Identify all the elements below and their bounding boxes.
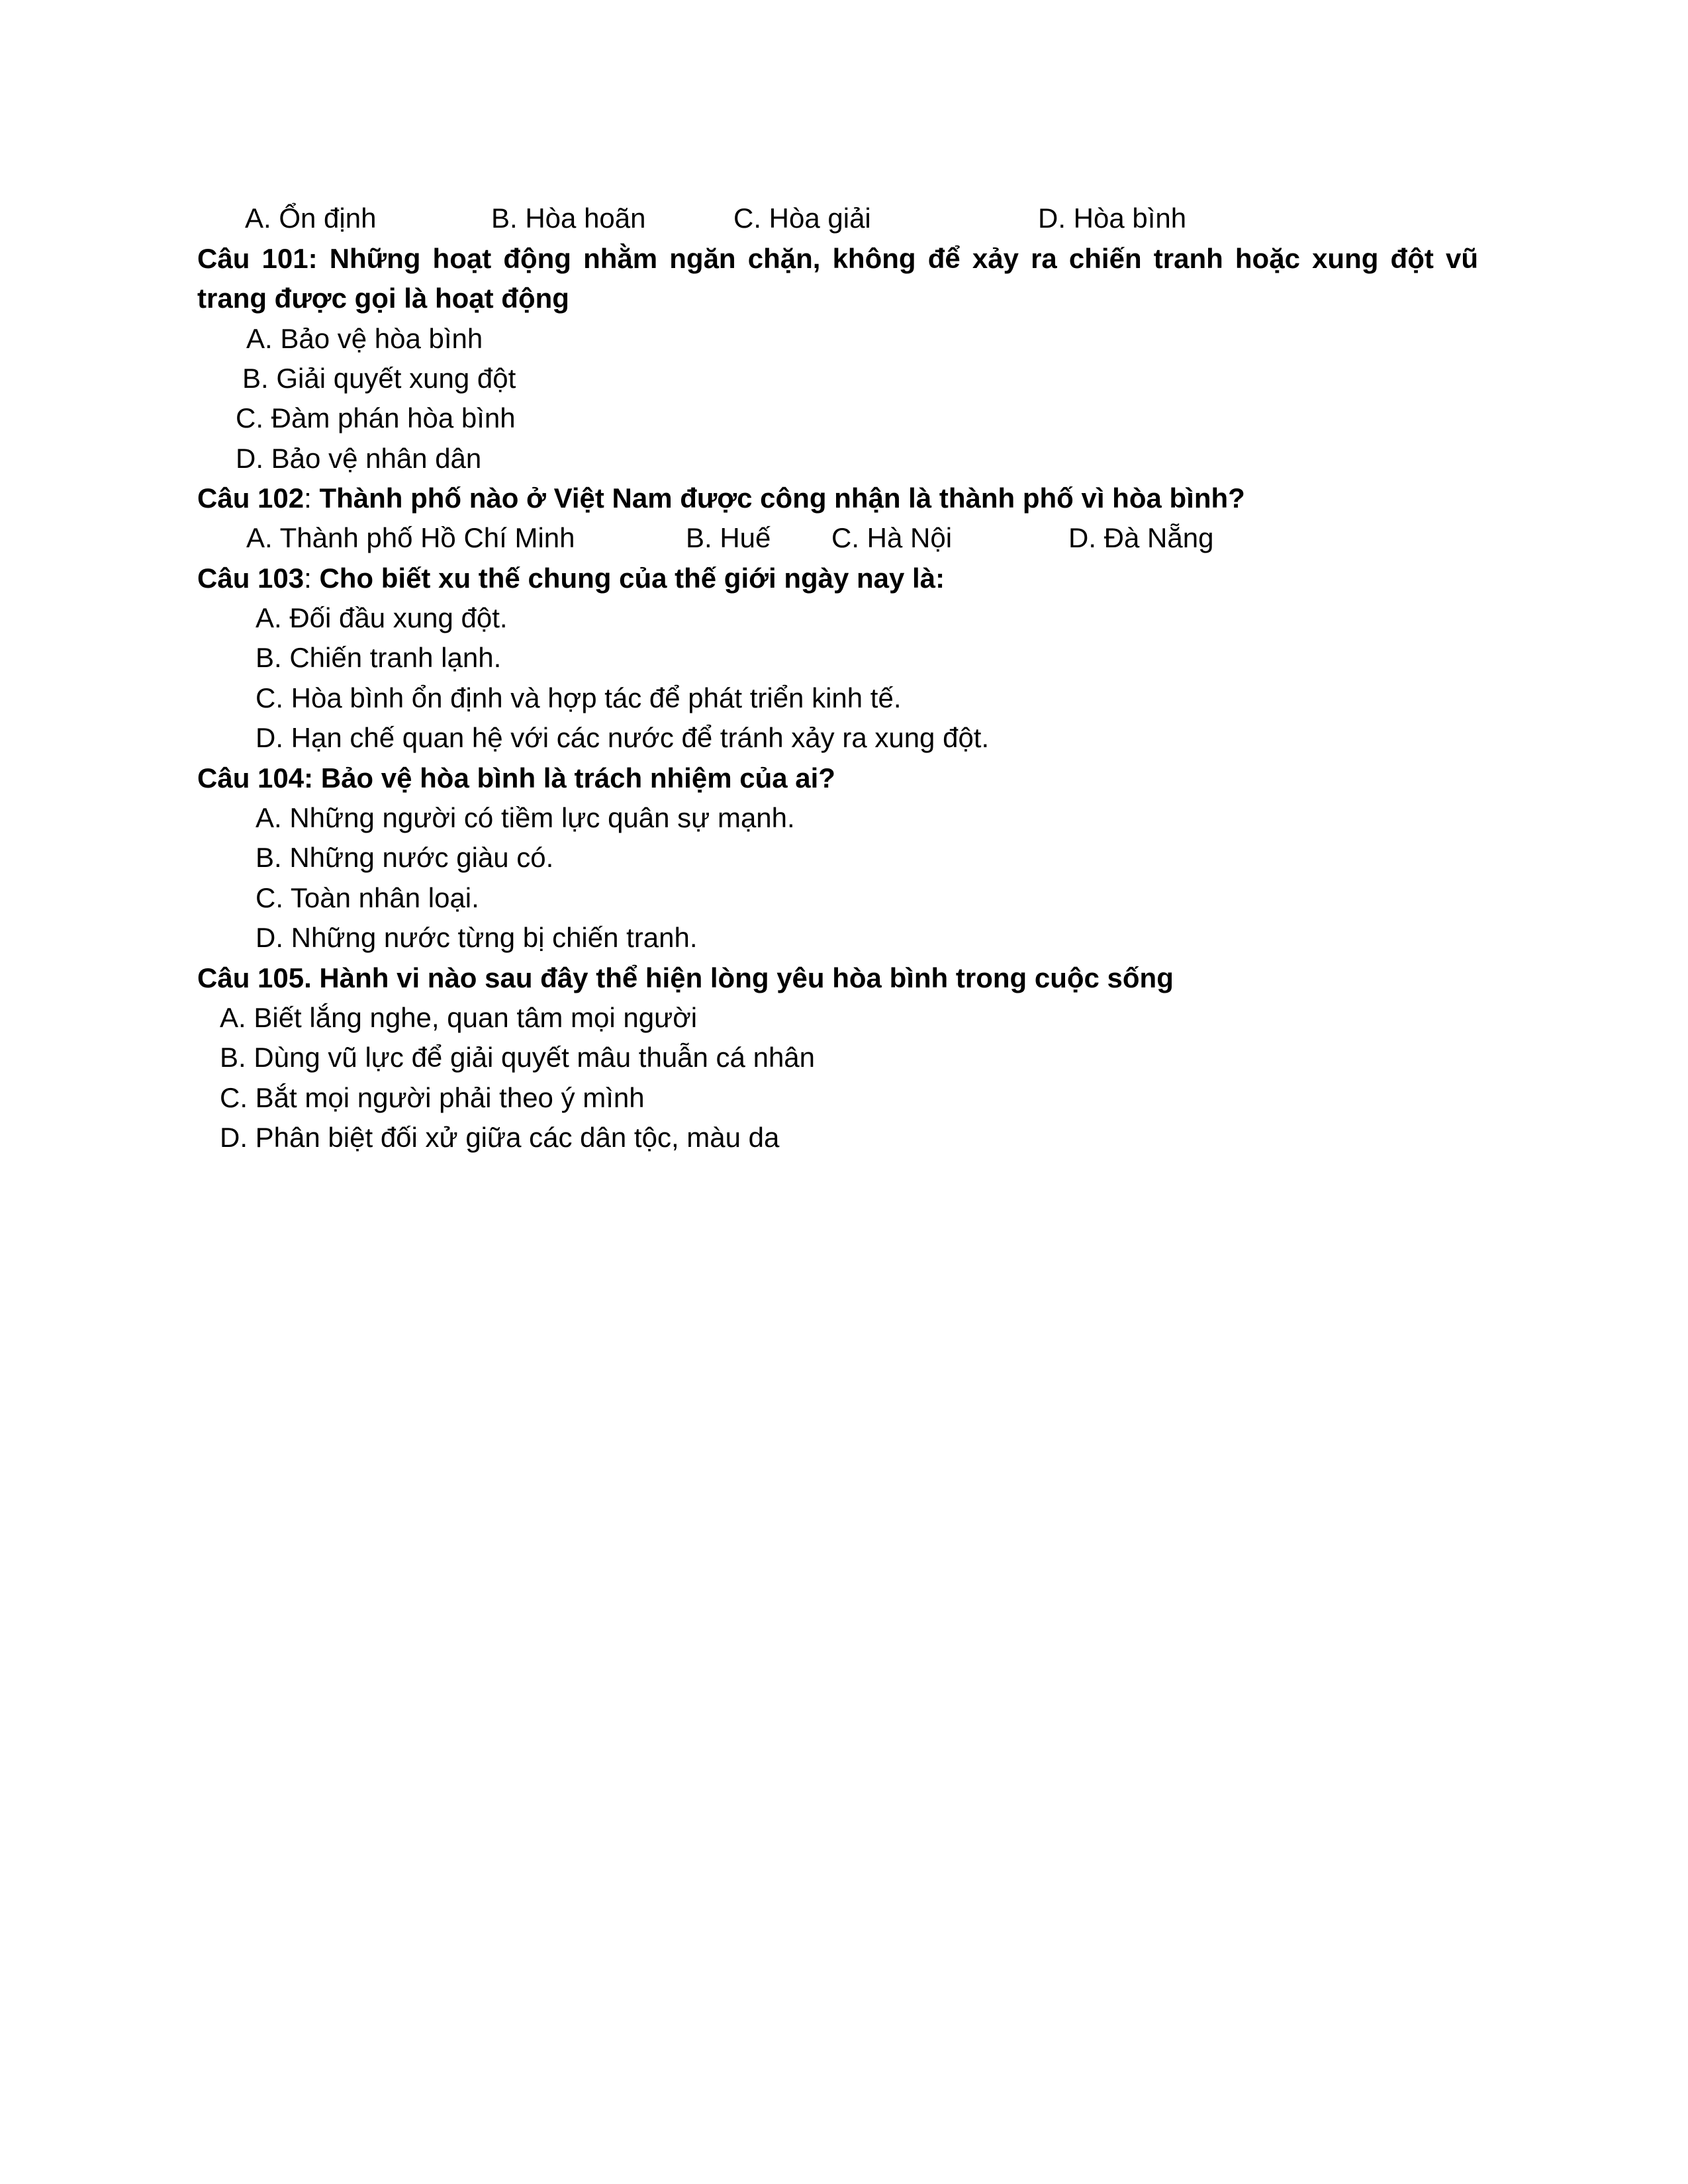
q101-option-d: D. Bảo vệ nhân dân xyxy=(236,443,482,474)
q105-option-d: D. Phân biệt đối xử giữa các dân tộc, màu da xyxy=(220,1122,780,1153)
q104-option-d: D. Những nước từng bị chiến tranh. xyxy=(256,922,698,953)
q101-option-c: C. Đàm phán hòa bình xyxy=(236,402,516,433)
q101-option-b: B. Giải quyết xung đột xyxy=(242,363,516,394)
q102-label: Câu 102 xyxy=(197,482,305,514)
q101-option-a: A. Bảo vệ hòa bình xyxy=(246,323,483,354)
q104-question: Câu 104: Bảo vệ hòa bình là trách nhiệm của ai? xyxy=(197,762,835,794)
q102-option-c: C. Hà Nội xyxy=(831,522,953,553)
q103-option-c: C. Hòa bình ổn định và hợp tác để phát triển kinh tế. xyxy=(256,682,902,713)
q103-text: Cho biết xu thế chung của thế giới ngày nay là: xyxy=(319,563,945,594)
q100-option-d: D. Hòa bình xyxy=(1038,203,1187,234)
q103-option-a: A. Đối đầu xung đột. xyxy=(256,602,508,633)
q100-option-c: C. Hòa giải xyxy=(733,203,871,234)
q103-question xyxy=(197,559,945,598)
q104-option-b: B. Những nước giàu có. xyxy=(256,842,554,873)
q102-option-b: B. Huế xyxy=(686,522,771,553)
q100-option-b: B. Hòa hoãn xyxy=(491,203,646,234)
q102-option-d: D. Đà Nẵng xyxy=(1068,522,1214,553)
q103-separator: : xyxy=(304,563,320,594)
q103-label: Câu 103 xyxy=(197,563,305,594)
q100-option-a: A. Ổn định xyxy=(245,203,377,234)
q104-option-c: C. Toàn nhân loại. xyxy=(256,882,479,913)
q105-option-b: B. Dùng vũ lực để giải quyết mâu thuẫn cá nhân xyxy=(220,1042,816,1073)
q101-question-line2: trang được gọi là hoạt động xyxy=(197,283,569,314)
q102-text: Thành phố nào ở Việt Nam được công nhận là thành phố vì hòa bình? xyxy=(319,482,1245,514)
q105-question: Câu 105. Hành vi nào sau đây thể hiện lòng yêu hòa bình trong cuộc sống xyxy=(197,962,1174,993)
q102-option-a: A. Thành phố Hồ Chí Minh xyxy=(246,522,575,553)
q101-question-line1: Câu 101: Những hoạt động nhằm ngăn chặn, không để xảy ra chiến tranh hoặc xung đột vũ xyxy=(197,243,1478,274)
q102-question xyxy=(197,478,1245,518)
q102-separator: : xyxy=(304,482,320,514)
q103-option-b: B. Chiến tranh lạnh. xyxy=(256,642,502,673)
q104-option-a: A. Những người có tiềm lực quân sự mạnh. xyxy=(256,802,795,833)
q105-option-c: C. Bắt mọi người phải theo ý mình xyxy=(220,1082,645,1113)
q105-option-a: A. Biết lắng nghe, quan tâm mọi người xyxy=(220,1002,698,1033)
q103-option-d: D. Hạn chế quan hệ với các nước để tránh xảy ra xung đột. xyxy=(256,722,990,753)
